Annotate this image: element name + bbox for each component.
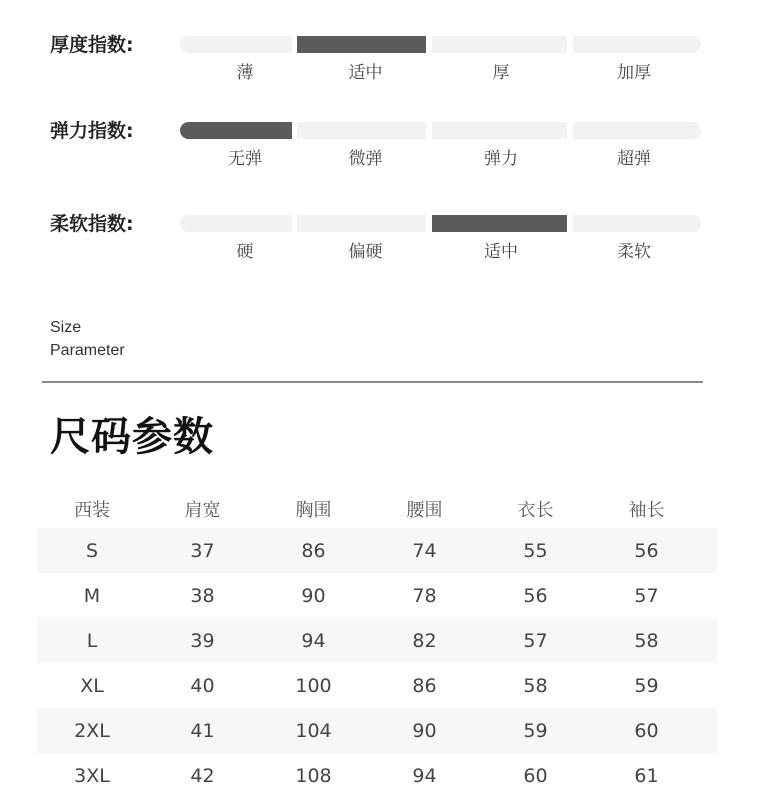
index-bar-segment — [297, 122, 426, 139]
table-cell: 94 — [412, 764, 437, 787]
table-cell: 82 — [412, 629, 437, 652]
index-bar-segment — [297, 36, 426, 53]
table-header-row — [37, 490, 717, 528]
table-cell: 39 — [190, 629, 215, 652]
table-cell: M — [83, 584, 101, 607]
size-parameter-line: Parameter — [50, 342, 125, 359]
index-bar-segment — [432, 36, 567, 53]
table-cell: 86 — [412, 674, 437, 697]
table-cell: 108 — [295, 764, 332, 787]
elasticity-index — [0, 120, 758, 190]
table-cell: 100 — [295, 674, 332, 697]
table-cell: 2XL — [74, 719, 110, 742]
table-cell: 86 — [301, 539, 326, 562]
size-chart-title: 尺码参数 — [50, 414, 214, 460]
table-header-cell: 西装 — [74, 500, 110, 521]
table-cell: 60 — [634, 719, 659, 742]
table-cell: 58 — [634, 629, 659, 652]
index-label: 弹力指数: — [50, 120, 134, 142]
index-option: 弹力 — [484, 149, 518, 169]
table-cell: 37 — [190, 539, 215, 562]
index-option: 偏硬 — [348, 242, 383, 262]
table-cell: 74 — [412, 539, 437, 562]
table-cell: 38 — [190, 584, 215, 607]
table-row — [37, 573, 717, 618]
table-row — [37, 708, 717, 753]
index-option: 硬 — [236, 242, 254, 262]
table-cell: 90 — [301, 584, 326, 607]
table-header-cell: 腰围 — [406, 500, 443, 521]
index-option: 薄 — [236, 63, 254, 83]
table-cell: 40 — [190, 674, 215, 697]
index-option: 厚 — [492, 63, 510, 83]
thickness-index — [0, 34, 758, 104]
table-cell: 90 — [412, 719, 437, 742]
table-cell: 59 — [634, 674, 659, 697]
size-table — [37, 490, 717, 798]
table-cell: 94 — [301, 629, 326, 652]
index-bar-segment — [180, 215, 292, 232]
table-cell: 104 — [295, 719, 332, 742]
table-cell: XL — [80, 674, 104, 697]
table-header-cell: 衣长 — [517, 500, 554, 521]
index-option: 加厚 — [617, 63, 651, 83]
table-header-cell: 胸围 — [295, 500, 332, 521]
table-cell: 56 — [634, 539, 659, 562]
index-label: 柔软指数: — [50, 213, 134, 235]
table-cell: 41 — [190, 719, 215, 742]
table-cell: 57 — [634, 584, 659, 607]
table-cell: 59 — [523, 719, 548, 742]
table-cell: 55 — [523, 539, 548, 562]
index-bar-segment — [573, 215, 701, 232]
table-cell: 3XL — [74, 764, 110, 787]
table-row — [37, 528, 717, 573]
size-parameter-line: Size — [50, 319, 82, 336]
softness-index — [0, 213, 758, 283]
table-row — [37, 663, 717, 708]
index-label: 厚度指数: — [50, 34, 134, 56]
index-bar-segment — [297, 215, 426, 232]
table-cell: L — [86, 629, 98, 652]
index-option: 适中 — [484, 242, 518, 262]
index-bar-segment — [180, 36, 292, 53]
index-option: 无弹 — [228, 149, 262, 169]
section-divider — [42, 381, 703, 383]
table-cell: 42 — [190, 764, 215, 787]
index-option: 柔软 — [617, 242, 651, 262]
table-cell: 58 — [523, 674, 548, 697]
index-option: 适中 — [348, 63, 383, 83]
table-cell: 61 — [634, 764, 659, 787]
table-row — [37, 618, 717, 663]
index-option: 微弹 — [348, 149, 383, 169]
index-bar-segment — [432, 122, 567, 139]
size-parameter-caption — [50, 316, 125, 362]
index-bar-segment — [573, 36, 701, 53]
table-cell: 57 — [523, 629, 548, 652]
table-header-cell: 肩宽 — [184, 500, 221, 521]
index-option: 超弹 — [617, 149, 651, 169]
index-bar-segment — [573, 122, 701, 139]
table-cell: 78 — [412, 584, 437, 607]
table-cell: 60 — [523, 764, 548, 787]
table-row — [37, 753, 717, 798]
index-bar-segment — [180, 122, 292, 139]
table-header-cell: 袖长 — [628, 500, 665, 521]
table-cell: 56 — [523, 584, 548, 607]
table-cell: S — [85, 539, 99, 562]
index-bar-segment — [432, 215, 567, 232]
